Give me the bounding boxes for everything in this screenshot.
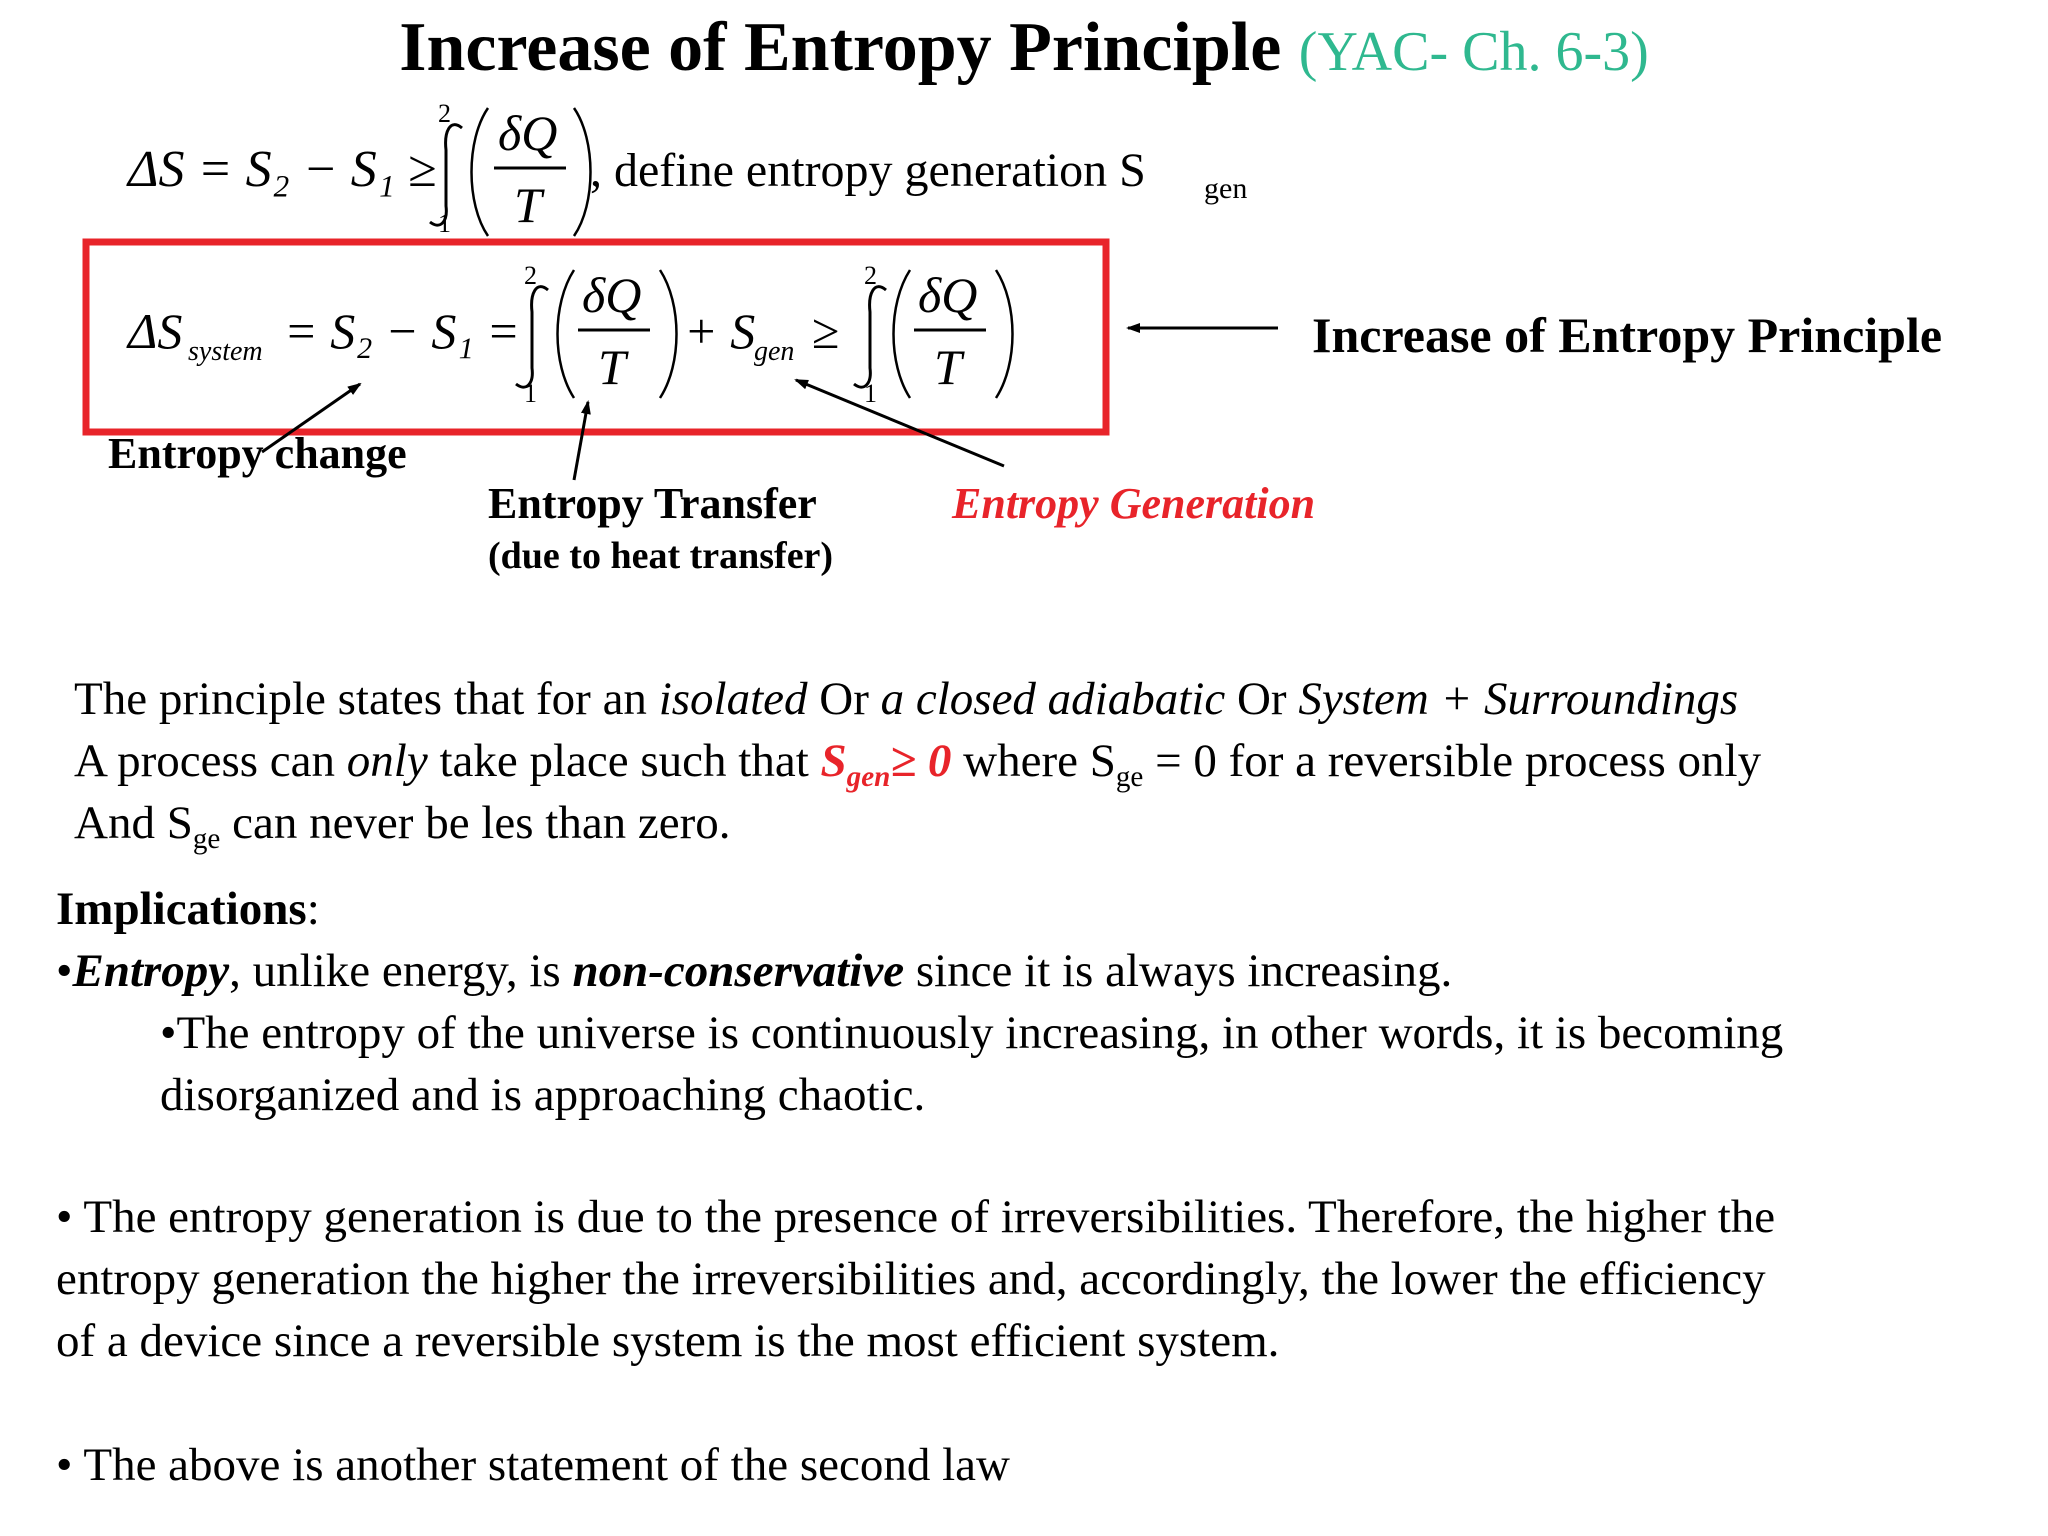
bullet-2-line-2: entropy generation the higher the irreversibilities and, accordingly, the lower the efficiency xyxy=(56,1253,1766,1305)
eq2-gen-sub: gen xyxy=(754,336,795,367)
entropy-generation-arrow xyxy=(796,380,1004,466)
eq1-define-sub: gen xyxy=(1204,172,1248,205)
eq2-numerator: δQ xyxy=(582,267,642,323)
eq2-lower-limit: 1 xyxy=(524,379,537,408)
equation-1 xyxy=(126,99,1247,238)
eq2-plus-s: + S xyxy=(684,303,756,359)
eq1-lhs: ΔS = S₂ − S₁ ≥ xyxy=(128,141,437,198)
eq1-lower-limit: 1 xyxy=(438,209,451,238)
eq2-right-paren-b xyxy=(996,270,1013,398)
statement-only: only xyxy=(346,735,428,787)
eq2-integral-sign-b xyxy=(854,287,886,387)
eq1-denominator: T xyxy=(514,177,542,233)
implications-section xyxy=(56,878,2016,1126)
eq2-middle: = S₂ − S₁ = xyxy=(284,303,520,359)
statement-system-surroundings: System + Surroundings xyxy=(1298,673,1739,725)
additional-bullets xyxy=(56,1186,2016,1496)
statement-text: The principle states that for an xyxy=(74,673,659,725)
implications-colon: : xyxy=(306,883,320,935)
sgen-subscript: gen xyxy=(846,761,891,794)
bullet-2-line-1: • The entropy generation is due to the presence of irreversibilities. Therefore, the higher the xyxy=(56,1191,1776,1243)
implication-text: since it is always increasing. xyxy=(904,945,1453,997)
statement-text: Or xyxy=(1225,673,1299,725)
statement-text: where S xyxy=(951,735,1116,787)
implication-text: , unlike energy, is xyxy=(229,945,573,997)
eq2-upper-limit-b: 2 xyxy=(864,261,877,290)
entropy-transfer-note: (due to heat transfer) xyxy=(488,535,834,577)
eq1-upper-limit: 2 xyxy=(438,99,451,128)
bullet-2-line-3: of a device since a reversible system is the most efficient system. xyxy=(56,1315,1280,1367)
statement-closed-adiabatic: a closed adiabatic xyxy=(880,673,1226,725)
eq2-lower-limit-b: 1 xyxy=(864,379,877,408)
bullet-glyph: • xyxy=(56,945,73,997)
entropy-generation-label: Entropy Generation xyxy=(952,479,1316,528)
principle-statement xyxy=(74,668,2004,854)
eq2-left-paren xyxy=(558,270,575,398)
bullet-3: • The above is another statement of the second law xyxy=(56,1439,1010,1491)
eq2-geq: ≥ xyxy=(812,303,840,359)
sge-subscript: ge xyxy=(192,823,221,856)
eq2-upper-limit: 2 xyxy=(524,261,537,290)
entropy-transfer-label: Entropy Transfer xyxy=(488,479,817,528)
equation-2 xyxy=(126,261,1013,408)
implications-heading xyxy=(56,878,2016,940)
entropy-change-label: Entropy change xyxy=(108,429,407,478)
eq2-delta-s: ΔS xyxy=(128,303,183,359)
entropy-transfer-arrow xyxy=(574,402,588,480)
eq1-left-paren xyxy=(472,108,489,236)
title-main: Increase of Entropy Principle xyxy=(399,9,1282,86)
statement-text: = 0 for a reversible process only xyxy=(1143,735,1762,787)
statement-isolated: isolated xyxy=(658,673,808,725)
eq2-integral-sign xyxy=(516,287,548,387)
title-reference: (YAC- Ch. 6-3) xyxy=(1298,21,1649,83)
sgen-symbol: S xyxy=(820,735,847,787)
bullet-spacer xyxy=(56,1372,2016,1434)
implication-sub-bullet-line-1: •The entropy of the universe is continuously increasing, in other words, it is becoming xyxy=(160,1007,1784,1059)
eq1-numerator: δQ xyxy=(498,105,558,161)
statement-text: can never be les than zero. xyxy=(220,797,731,849)
statement-text: take place such that xyxy=(427,735,821,787)
implication-non-conservative-term: non-conservative xyxy=(572,945,905,997)
statement-text: And S xyxy=(74,797,193,849)
eq1-right-paren xyxy=(574,108,591,236)
sgen-condition xyxy=(820,735,952,794)
implication-sub-bullet-line-2: disorganized and is approaching chaotic. xyxy=(160,1069,926,1121)
principle-label: Increase of Entropy Principle xyxy=(1312,307,1943,363)
statement-text: A process can xyxy=(74,735,347,787)
sgen-geq-zero: ≥ 0 xyxy=(890,735,952,787)
eq2-system-sub: system xyxy=(188,336,263,367)
sge-subscript: ge xyxy=(1115,761,1144,794)
eq2-right-paren xyxy=(660,270,677,398)
implications-heading-text: Implications xyxy=(56,883,307,935)
eq2-denominator-b: T xyxy=(934,339,962,395)
eq2-denominator: T xyxy=(598,339,626,395)
eq2-left-paren-b xyxy=(894,270,911,398)
eq1-define-text: , define entropy generation S xyxy=(590,144,1146,197)
statement-line-2 xyxy=(74,730,2004,792)
eq2-numerator-b: δQ xyxy=(918,267,978,323)
implication-bullet-1 xyxy=(56,940,2016,1002)
statement-line-1 xyxy=(74,668,2004,730)
implication-entropy-term: Entropy xyxy=(72,945,230,997)
statement-line-3 xyxy=(74,792,2004,854)
statement-text: Or xyxy=(807,673,881,725)
